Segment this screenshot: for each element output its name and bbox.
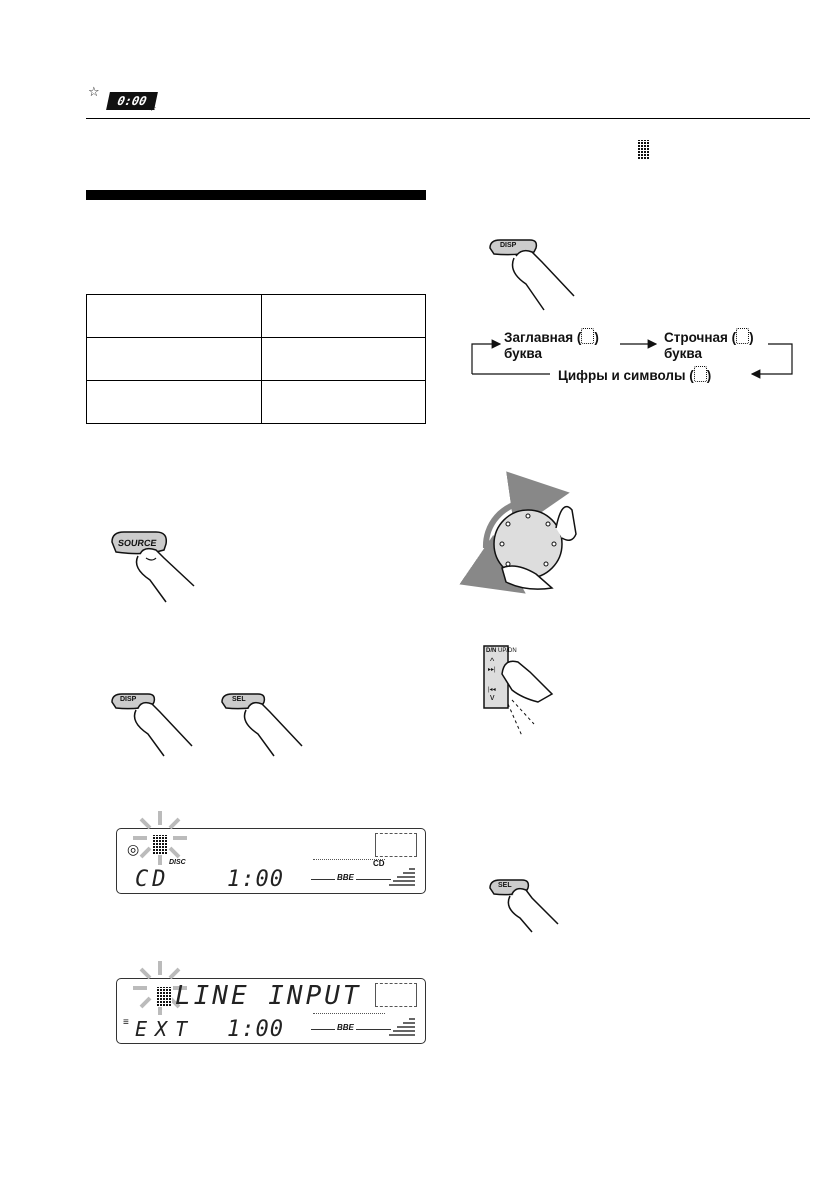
flow-item-uppercase <box>504 328 599 362</box>
flow-item-digits <box>558 366 711 384</box>
table-cell <box>262 381 426 424</box>
bbe-label: BBE <box>337 1023 354 1032</box>
source-text: CD <box>135 867 170 892</box>
disp-button[interactable]: DISP <box>120 696 137 703</box>
cd-label: CD <box>373 859 385 868</box>
skip-back-icon[interactable]: |◂◂ <box>488 687 496 693</box>
cursor-matrix <box>157 987 172 1007</box>
flow-label-end: ) <box>706 368 712 383</box>
disc-label: DISC <box>169 859 186 866</box>
table-row <box>87 295 426 338</box>
equalizer-icon <box>387 1015 417 1037</box>
segment-glyph-icon <box>736 328 749 344</box>
section-bar <box>86 190 426 200</box>
cursor-matrix <box>153 835 168 855</box>
flow-label: Цифры и символы ( <box>558 368 694 383</box>
segment-glyph-icon <box>694 366 707 382</box>
table-cell <box>87 295 262 338</box>
settings-table <box>86 294 426 424</box>
flow-label-end: ) <box>749 330 754 345</box>
dn-label: D/N UP/DN <box>486 648 517 654</box>
clock-badge: 0:00 <box>106 92 158 110</box>
disc-icon: ◎ <box>127 841 140 857</box>
flow-label: буква <box>504 346 543 361</box>
lcd-display-cd <box>116 828 426 894</box>
table-cell <box>262 295 426 338</box>
signal-icon: ≡ <box>123 1017 129 1028</box>
flow-label: буква <box>664 346 703 361</box>
sub-text: EXT <box>135 1017 196 1041</box>
star-icon: ☆ <box>88 84 100 99</box>
sel-button[interactable]: SEL <box>232 696 246 703</box>
table-cell <box>87 338 262 381</box>
source-text: LINE INPUT <box>175 981 362 1011</box>
table-cell <box>262 338 426 381</box>
bracket-indicator <box>375 833 417 857</box>
clock-text: 1:00 <box>227 1017 284 1042</box>
table-row <box>87 381 426 424</box>
bbe-label: BBE <box>337 873 354 882</box>
control-dial-illustration[interactable] <box>476 488 586 600</box>
lcd-display-line-input <box>116 978 426 1044</box>
up-arrow-icon[interactable]: ^ <box>490 656 495 666</box>
flow-label-end: ) <box>594 330 599 345</box>
skip-forward-icon[interactable]: ▸▸| <box>488 667 496 673</box>
level-bar <box>313 1013 385 1014</box>
table-row <box>87 338 426 381</box>
flow-label: Строчная ( <box>664 330 737 345</box>
sun-icon: ☼ <box>146 98 158 113</box>
flow-item-lowercase <box>664 328 754 362</box>
down-arrow-icon[interactable]: v <box>490 692 495 702</box>
bracket-indicator <box>375 983 417 1007</box>
disp-button[interactable]: DISP <box>500 242 517 249</box>
segment-glyph-icon <box>581 328 594 344</box>
equalizer-icon <box>387 865 417 887</box>
source-button[interactable]: SOURCE <box>117 538 158 548</box>
header-rule <box>86 118 810 119</box>
table-cell <box>87 381 262 424</box>
flow-label: Заглавная ( <box>504 330 582 345</box>
sel-button[interactable]: SEL <box>498 882 512 889</box>
dot-matrix-icon <box>638 140 650 160</box>
clock-text: 1:00 <box>227 867 284 892</box>
up-down-control-illustration <box>482 644 572 744</box>
